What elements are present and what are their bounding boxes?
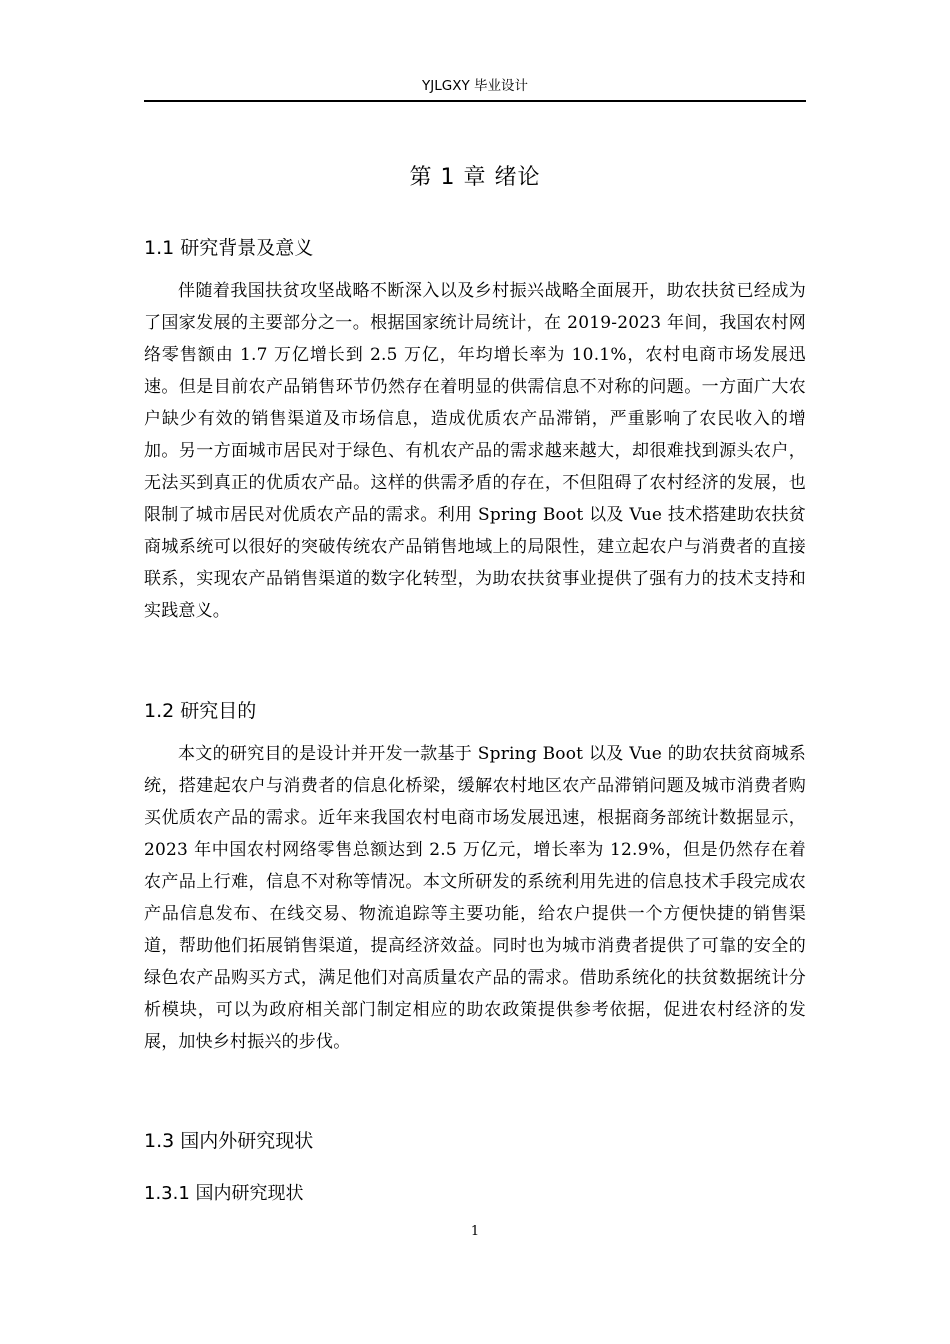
subsection-heading-1-3-1: 1.3.1 国内研究现状 <box>144 1183 304 1204</box>
paragraph-research-purpose: 本文的研究目的是设计并开发一款基于 Spring Boot 以及 Vue 的助农扶贫商城系统，搭建起农户与消费者的信息化桥梁，缓解农村地区农产品滞销问题及城市消费者购买优质农产品的需求。近年来我国农村电商市场发展迅速，根据商务部统计数据显示，2023 年中国农村网络零售总额达到 2.5 万亿元，增长率为 12.9%，但是仍然存在着农产品上行难，信息不对称等情况。本文所研发的系统利用先进的信息技术手段完成农产品信息发布、在线交易、物流追踪等主要功能，给农户提供一个方便快捷的销售渠道，帮助他们拓展销售渠道，提高经济效益。同时也为城市消费者提供了可靠的安全的绿色农产品购买方式，满足他们对高质量农产品的需求。借助系统化的扶贫数据统计分析模块，可以为政府相关部门制定相应的助农政策提供参考依据，促进农村经济的发展，加快乡村振兴的步伐。 <box>144 744 806 1052</box>
paragraph-research-background: 伴随着我国扶贫攻坚战略不断深入以及乡村振兴战略全面展开，助农扶贫已经成为了国家发展的主要部分之一。根据国家统计局统计，在 2019-2023 年间，我国农村网络零售额由 1.7 万亿增长到 2.5 万亿，年均增长率为 10.1%，农村电商市场发展迅速。但是目前农产品销售环节仍然存在着明显的供需信息不对称的问题。一方面广大农户缺少有效的销售渠道及市场信息，造成优质农产品滞销，严重影响了农民收入的增加。另一方面城市居民对于绿色、有机农产品的需求越来越大，却很难找到源头农户，无法买到真正的优质农产品。这样的供需矛盾的存在，不但阻碍了农村经济的发展，也限制了城市居民对优质农产品的需求。利用 Spring Boot 以及 Vue 技术搭建助农扶贫商城系统可以很好的突破传统农产品销售地域上的局限性，建立起农户与消费者的直接联系，实现农产品销售渠道的数字化转型，为助农扶贫事业提供了强有力的技术支持和实践意义。 <box>144 281 806 621</box>
page-header: YJLGXY 毕业设计 <box>144 76 806 102</box>
section-heading-1-2: 1.2 研究目的 <box>144 700 257 722</box>
chapter-title: 第 1 章 绪论 <box>409 165 541 190</box>
section-heading-1-1: 1.1 研究背景及意义 <box>144 237 314 259</box>
page-number: 1 <box>470 1224 480 1239</box>
section-heading-1-3: 1.3 国内外研究现状 <box>144 1130 314 1152</box>
